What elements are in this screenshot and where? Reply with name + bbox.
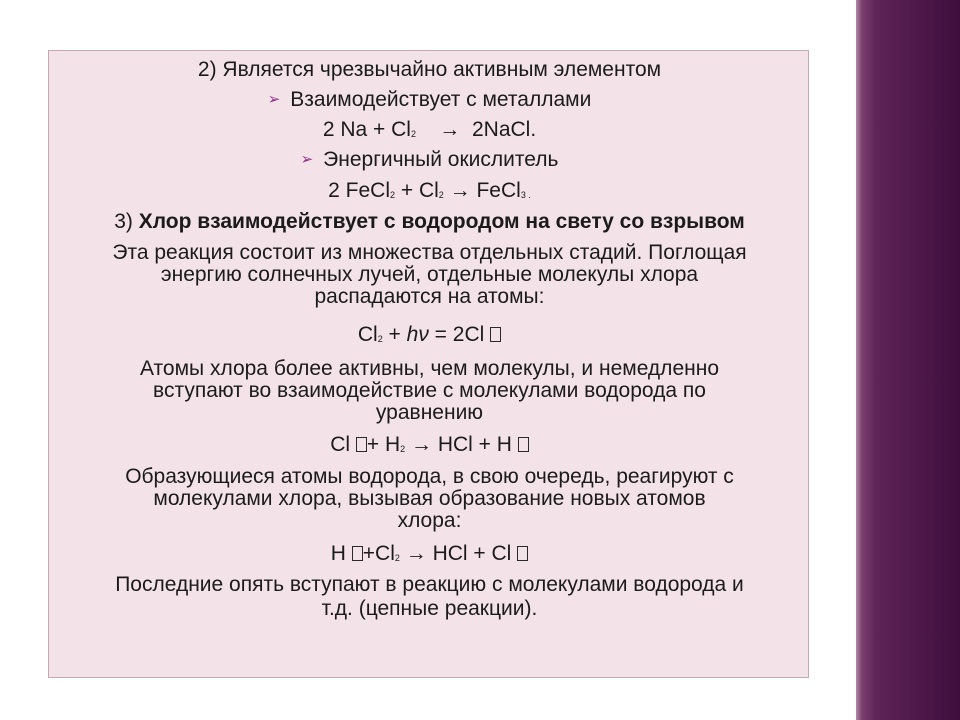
paragraph-line xyxy=(49,264,810,286)
subscript: 2 xyxy=(410,129,416,139)
text: 2 Na + Cl xyxy=(322,118,411,141)
paragraph-line xyxy=(49,286,810,308)
text: 3) xyxy=(114,210,139,233)
text: Атомы хлора более активны, чем молекулы, и немедленно xyxy=(139,357,719,380)
text: Эта реакция состоит из множества отдельных стадий. Поглощая xyxy=(112,241,747,264)
text: + xyxy=(382,323,407,346)
arrow-bullet-icon: ➢ xyxy=(267,91,281,108)
subscript: 2 xyxy=(394,553,400,563)
paragraph-line xyxy=(49,488,810,510)
line-active-element xyxy=(49,59,810,81)
text: + Cl xyxy=(395,179,439,202)
equation-cl2-hv xyxy=(49,324,810,349)
paragraph-line xyxy=(49,574,810,596)
subscript: 2 xyxy=(390,190,396,200)
subscript: 3 . xyxy=(520,190,531,200)
arrow-bullet-icon: ➢ xyxy=(300,151,314,168)
paragraph-line xyxy=(49,380,810,402)
text: хлора: xyxy=(397,509,462,532)
text: Последние опять вступают в реакцию с молекулами водорода и xyxy=(115,573,744,596)
text: H xyxy=(330,542,352,565)
content-box xyxy=(48,50,809,678)
text: 2NaCl. xyxy=(471,118,537,141)
paragraph-line xyxy=(49,466,810,488)
equation-fecl xyxy=(49,180,810,205)
paragraph-line xyxy=(49,510,810,532)
reaction-arrow: → xyxy=(439,118,461,141)
text: т.д. (цепные реакции). xyxy=(321,597,538,620)
text: hν xyxy=(406,323,429,346)
text: 2) Является чрезвычайно активным элементом xyxy=(197,58,662,81)
text: Энергичный окислитель xyxy=(323,148,559,171)
equation-cl-h2 xyxy=(49,434,810,459)
text: → HCl + H xyxy=(405,433,518,456)
text: → FeCl xyxy=(443,179,521,202)
text: Хлор взаимодействует с водородом на свету со взрывом xyxy=(138,210,745,233)
subscript: 2 xyxy=(377,334,383,344)
text: +Cl xyxy=(362,542,395,565)
missing-glyph-icon xyxy=(517,546,528,561)
text: уравнению xyxy=(375,401,484,424)
bullet-oxidizer xyxy=(49,149,810,173)
missing-glyph-icon xyxy=(356,437,367,452)
paragraph-line xyxy=(49,402,810,424)
paragraph-line xyxy=(49,598,810,620)
text: молекулами хлора, вызывая образование новых атомов xyxy=(153,487,706,510)
text: Образующиеся атомы водорода, в свою очередь, реагируют с xyxy=(125,465,734,488)
text: = 2Cl xyxy=(428,323,491,346)
equation-na-cl xyxy=(49,119,810,144)
paragraph-line xyxy=(49,358,810,380)
text: → HCl + Cl xyxy=(399,542,518,565)
bullet-interacts-metals xyxy=(49,89,810,113)
text: + H xyxy=(366,433,401,456)
paragraph-line xyxy=(49,242,810,264)
missing-glyph-icon xyxy=(352,546,363,561)
missing-glyph-icon xyxy=(490,327,501,342)
text: 2 FeCl xyxy=(328,179,391,202)
text: вступают во взаимодействие с молекулами водорода по xyxy=(153,379,706,402)
text: Взаимодействует с металлами xyxy=(290,88,592,111)
text: Cl xyxy=(330,433,356,456)
equation-h-cl2 xyxy=(49,543,810,568)
decorative-side-band xyxy=(856,0,960,720)
missing-glyph-icon xyxy=(518,437,529,452)
heading-chlorine-hydrogen xyxy=(49,211,810,233)
text: энергию солнечных лучей, отдельные молекулы хлора xyxy=(160,263,699,286)
text: распадаются на атомы: xyxy=(314,285,545,308)
subscript: 2 xyxy=(438,190,444,200)
subscript: 2 xyxy=(400,444,406,454)
text: Cl xyxy=(357,323,378,346)
